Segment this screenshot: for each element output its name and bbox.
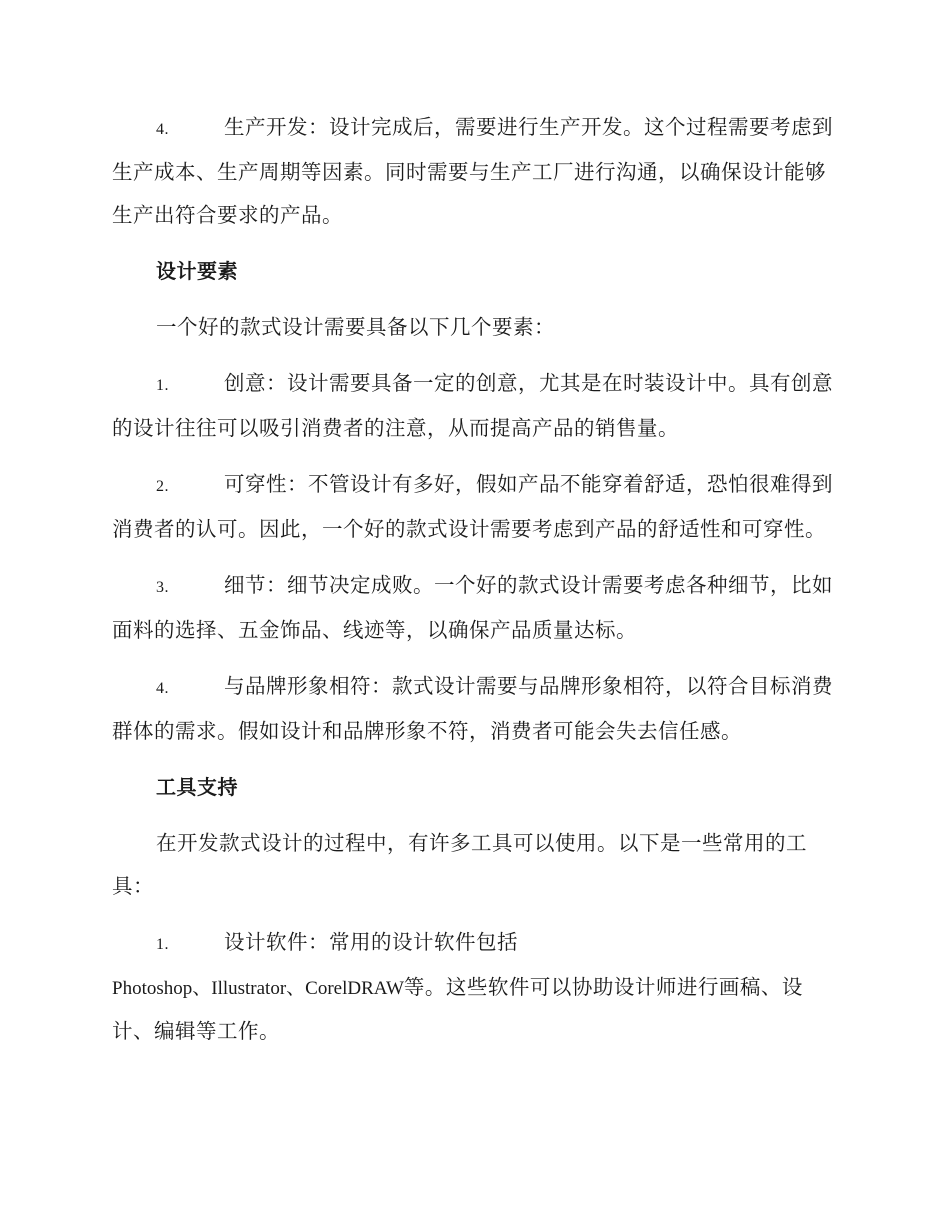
list-item-first-line [112, 921, 834, 966]
list-number: 4. [156, 121, 169, 138]
list-item-design-software [112, 921, 834, 1053]
list-number: 4. [156, 680, 169, 697]
document-body [112, 106, 834, 1066]
tool-support-intro: 在开发款式设计的过程中，有许多工具可以使用。以下是一些常用的工具： [112, 831, 807, 898]
list-item-text: 可穿性：不管设计有多好，假如产品不能穿着舒适，恐怕很难得到消费者的认可。因此，一个好的款式设计需要考虑到产品的舒适性和可穿性。 [112, 472, 833, 541]
section-heading-tool-support: 工具支持 [156, 775, 238, 799]
list-item-details [112, 564, 834, 652]
list-item-creativity [112, 362, 834, 450]
software-names: Photoshop、Illustrator、CorelDRAW [112, 978, 404, 999]
list-item-production-development [112, 106, 834, 237]
list-item-continuation: 等。这些软件可以协助设计师进行画稿、设计、编辑等工作。 [112, 975, 803, 1043]
list-number: 1. [156, 377, 169, 394]
list-item-wearability [112, 463, 834, 551]
list-item-text: 生产开发：设计完成后，需要进行生产开发。这个过程需要考虑到生产成本、生产周期等因素。同时需要与生产工厂进行沟通，以确保设计能够生产出符合要求的产品。 [112, 115, 833, 227]
list-number: 3. [156, 579, 169, 596]
list-item-text: 与品牌形象相符：款式设计需要与品牌形象相符，以符合目标消费群体的需求。假如设计和品牌形象不符，消费者可能会失去信任感。 [112, 674, 833, 743]
list-number: 2. [156, 478, 169, 495]
list-item-brand-consistency [112, 665, 834, 753]
design-elements-intro: 一个好的款式设计需要具备以下几个要素： [156, 315, 555, 339]
list-item-text: 创意：设计需要具备一定的创意，尤其是在时装设计中。具有创意的设计往往可以吸引消费者的注意，从而提高产品的销售量。 [112, 371, 833, 440]
list-number: 1. [156, 936, 169, 953]
section-heading-design-elements: 设计要素 [156, 259, 238, 283]
list-item-text: 细节：细节决定成败。一个好的款式设计需要考虑各种细节，比如面料的选择、五金饰品、线迹等，以确保产品质量达标。 [112, 573, 833, 642]
list-item-text: 设计软件：常用的设计软件包括 [224, 930, 518, 954]
